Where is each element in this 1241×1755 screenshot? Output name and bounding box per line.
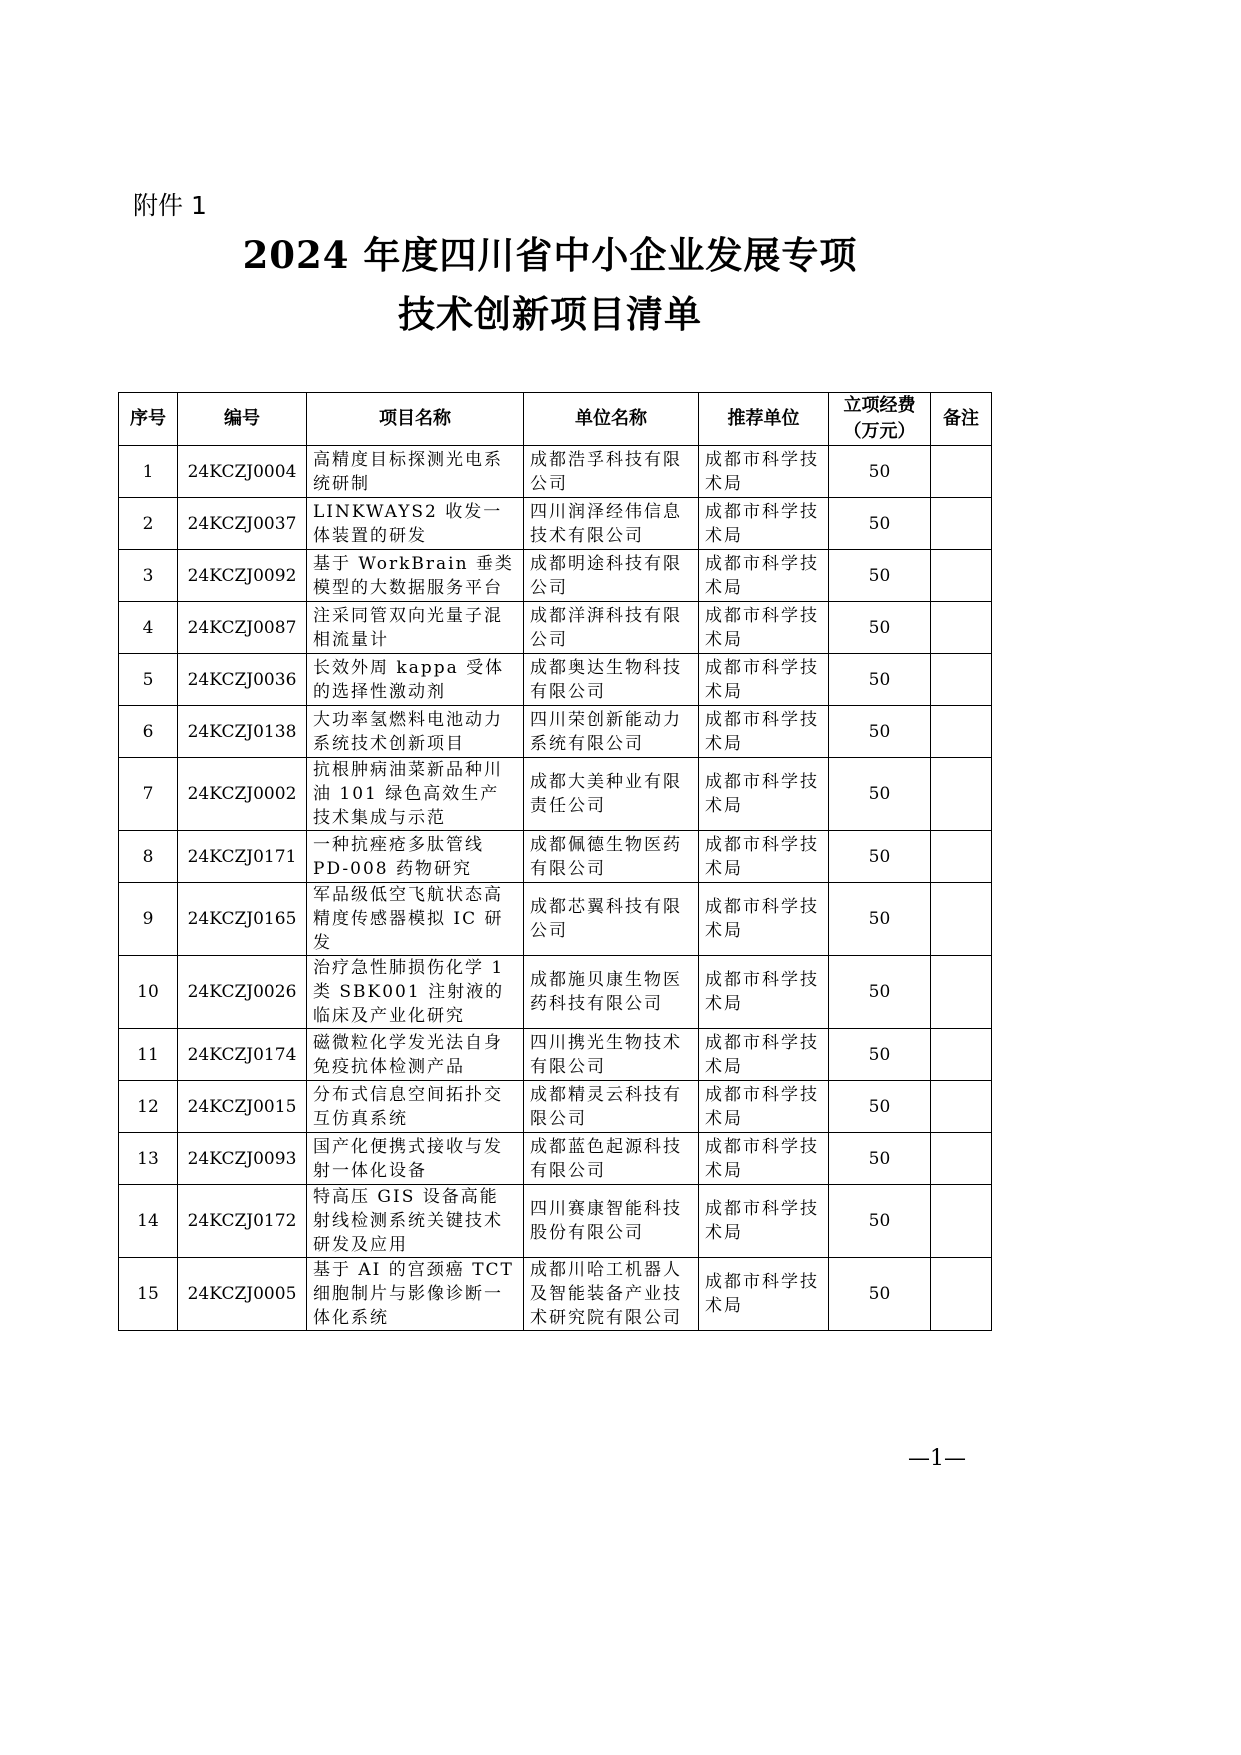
cell-code: 24KCZJ0093 xyxy=(178,1133,307,1185)
cell-funding: 50 xyxy=(829,758,931,831)
cell-recommender: 成都市科学技术局 xyxy=(699,956,829,1029)
cell-recommender: 成都市科学技术局 xyxy=(699,602,829,654)
table-row xyxy=(119,956,992,1029)
table-row xyxy=(119,654,992,706)
table-row xyxy=(119,706,992,758)
cell-funding: 50 xyxy=(829,1185,931,1258)
cell-code: 24KCZJ0165 xyxy=(178,883,307,956)
cell-seq: 1 xyxy=(119,446,178,498)
page-title-line1: 2024 年度四川省中小企业发展专项 xyxy=(242,233,858,277)
cell-project: 大功率氢燃料电池动力系统技术创新项目 xyxy=(307,706,524,758)
cell-note xyxy=(931,602,992,654)
table-row xyxy=(119,550,992,602)
cell-seq: 13 xyxy=(119,1133,178,1185)
cell-recommender: 成都市科学技术局 xyxy=(699,446,829,498)
cell-recommender: 成都市科学技术局 xyxy=(699,498,829,550)
cell-code: 24KCZJ0036 xyxy=(178,654,307,706)
cell-funding: 50 xyxy=(829,498,931,550)
cell-recommender: 成都市科学技术局 xyxy=(699,706,829,758)
cell-project: 注采同管双向光量子混相流量计 xyxy=(307,602,524,654)
cell-note xyxy=(931,706,992,758)
header-project: 项目名称 xyxy=(307,393,524,446)
cell-project: LINKWAYS2 收发一体装置的研发 xyxy=(307,498,524,550)
table-row xyxy=(119,883,992,956)
table-row xyxy=(119,1133,992,1185)
cell-code: 24KCZJ0002 xyxy=(178,758,307,831)
cell-note xyxy=(931,758,992,831)
cell-seq: 12 xyxy=(119,1081,178,1133)
cell-unit: 成都芯翼科技有限公司 xyxy=(524,883,699,956)
cell-seq: 9 xyxy=(119,883,178,956)
cell-seq: 8 xyxy=(119,831,178,883)
cell-project: 长效外周 kappa 受体的选择性激动剂 xyxy=(307,654,524,706)
cell-unit: 成都明途科技有限公司 xyxy=(524,550,699,602)
header-recommender: 推荐单位 xyxy=(699,393,829,446)
cell-seq: 6 xyxy=(119,706,178,758)
cell-note xyxy=(931,956,992,1029)
cell-code: 24KCZJ0171 xyxy=(178,831,307,883)
cell-seq: 4 xyxy=(119,602,178,654)
cell-seq: 15 xyxy=(119,1258,178,1331)
cell-funding: 50 xyxy=(829,1081,931,1133)
cell-project: 治疗急性肺损伤化学 1 类 SBK001 注射液的临床及产业化研究 xyxy=(307,956,524,1029)
cell-recommender: 成都市科学技术局 xyxy=(699,1081,829,1133)
cell-unit: 四川携光生物技术有限公司 xyxy=(524,1029,699,1081)
cell-note xyxy=(931,1133,992,1185)
cell-unit: 成都大美种业有限责任公司 xyxy=(524,758,699,831)
header-code: 编号 xyxy=(178,393,307,446)
cell-project: 分布式信息空间拓扑交互仿真系统 xyxy=(307,1081,524,1133)
cell-seq: 10 xyxy=(119,956,178,1029)
cell-recommender: 成都市科学技术局 xyxy=(699,831,829,883)
cell-unit: 成都精灵云科技有限公司 xyxy=(524,1081,699,1133)
table-row xyxy=(119,1081,992,1133)
cell-note xyxy=(931,1081,992,1133)
cell-unit: 成都浩孚科技有限公司 xyxy=(524,446,699,498)
table-row xyxy=(119,1185,992,1258)
cell-code: 24KCZJ0004 xyxy=(178,446,307,498)
cell-funding: 50 xyxy=(829,883,931,956)
cell-seq: 5 xyxy=(119,654,178,706)
cell-code: 24KCZJ0092 xyxy=(178,550,307,602)
page-number: —1— xyxy=(908,1446,966,1471)
cell-project: 磁微粒化学发光法自身免疫抗体检测产品 xyxy=(307,1029,524,1081)
cell-funding: 50 xyxy=(829,446,931,498)
cell-seq: 7 xyxy=(119,758,178,831)
cell-code: 24KCZJ0005 xyxy=(178,1258,307,1331)
cell-note xyxy=(931,831,992,883)
cell-funding: 50 xyxy=(829,956,931,1029)
cell-recommender: 成都市科学技术局 xyxy=(699,883,829,956)
cell-note xyxy=(931,1185,992,1258)
cell-project: 国产化便携式接收与发射一体化设备 xyxy=(307,1133,524,1185)
cell-unit: 成都川哈工机器人及智能装备产业技术研究院有限公司 xyxy=(524,1258,699,1331)
header-funding: 立项经费（万元） xyxy=(829,393,931,446)
header-note: 备注 xyxy=(931,393,992,446)
cell-funding: 50 xyxy=(829,654,931,706)
cell-code: 24KCZJ0026 xyxy=(178,956,307,1029)
cell-project: 抗根肿病油菜新品种川油 101 绿色高效生产技术集成与示范 xyxy=(307,758,524,831)
cell-seq: 14 xyxy=(119,1185,178,1258)
table-header-row xyxy=(119,393,992,446)
cell-unit: 四川荣创新能动力系统有限公司 xyxy=(524,706,699,758)
cell-recommender: 成都市科学技术局 xyxy=(699,654,829,706)
cell-funding: 50 xyxy=(829,1258,931,1331)
cell-note xyxy=(931,883,992,956)
cell-unit: 成都施贝康生物医药科技有限公司 xyxy=(524,956,699,1029)
cell-code: 24KCZJ0087 xyxy=(178,602,307,654)
cell-unit: 成都佩德生物医药有限公司 xyxy=(524,831,699,883)
cell-recommender: 成都市科学技术局 xyxy=(699,1029,829,1081)
cell-project: 高精度目标探测光电系统研制 xyxy=(307,446,524,498)
header-seq: 序号 xyxy=(119,393,178,446)
cell-recommender: 成都市科学技术局 xyxy=(699,1258,829,1331)
table-row xyxy=(119,758,992,831)
cell-code: 24KCZJ0015 xyxy=(178,1081,307,1133)
table-row xyxy=(119,498,992,550)
cell-code: 24KCZJ0138 xyxy=(178,706,307,758)
attachment-label: 附件 1 xyxy=(133,191,207,220)
cell-unit: 成都洋湃科技有限公司 xyxy=(524,602,699,654)
cell-note xyxy=(931,1029,992,1081)
cell-seq: 2 xyxy=(119,498,178,550)
cell-recommender: 成都市科学技术局 xyxy=(699,758,829,831)
table-row xyxy=(119,1029,992,1081)
cell-funding: 50 xyxy=(829,831,931,883)
cell-code: 24KCZJ0037 xyxy=(178,498,307,550)
cell-funding: 50 xyxy=(829,550,931,602)
table-row xyxy=(119,1258,992,1331)
cell-recommender: 成都市科学技术局 xyxy=(699,1133,829,1185)
cell-code: 24KCZJ0174 xyxy=(178,1029,307,1081)
cell-funding: 50 xyxy=(829,602,931,654)
cell-note xyxy=(931,446,992,498)
table-row xyxy=(119,602,992,654)
cell-unit: 四川润泽经伟信息技术有限公司 xyxy=(524,498,699,550)
cell-unit: 成都奥达生物科技有限公司 xyxy=(524,654,699,706)
cell-seq: 3 xyxy=(119,550,178,602)
page-title-line2: 技术创新项目清单 xyxy=(398,292,702,336)
cell-unit: 成都蓝色起源科技有限公司 xyxy=(524,1133,699,1185)
cell-project: 基于 AI 的宫颈癌 TCT 细胞制片与影像诊断一体化系统 xyxy=(307,1258,524,1331)
cell-funding: 50 xyxy=(829,1029,931,1081)
cell-project: 特高压 GIS 设备高能射线检测系统关键技术研发及应用 xyxy=(307,1185,524,1258)
cell-project: 一种抗痤疮多肽管线 PD-008 药物研究 xyxy=(307,831,524,883)
cell-note xyxy=(931,1258,992,1331)
table-row xyxy=(119,831,992,883)
cell-recommender: 成都市科学技术局 xyxy=(699,550,829,602)
cell-project: 基于 WorkBrain 垂类模型的大数据服务平台 xyxy=(307,550,524,602)
table-row xyxy=(119,446,992,498)
header-unit: 单位名称 xyxy=(524,393,699,446)
cell-code: 24KCZJ0172 xyxy=(178,1185,307,1258)
cell-note xyxy=(931,550,992,602)
cell-seq: 11 xyxy=(119,1029,178,1081)
cell-note xyxy=(931,498,992,550)
cell-funding: 50 xyxy=(829,1133,931,1185)
cell-project: 军品级低空飞航状态高精度传感器模拟 IC 研发 xyxy=(307,883,524,956)
cell-unit: 四川赛康智能科技股份有限公司 xyxy=(524,1185,699,1258)
cell-recommender: 成都市科学技术局 xyxy=(699,1185,829,1258)
cell-note xyxy=(931,654,992,706)
cell-funding: 50 xyxy=(829,706,931,758)
project-list-table xyxy=(118,392,992,1331)
